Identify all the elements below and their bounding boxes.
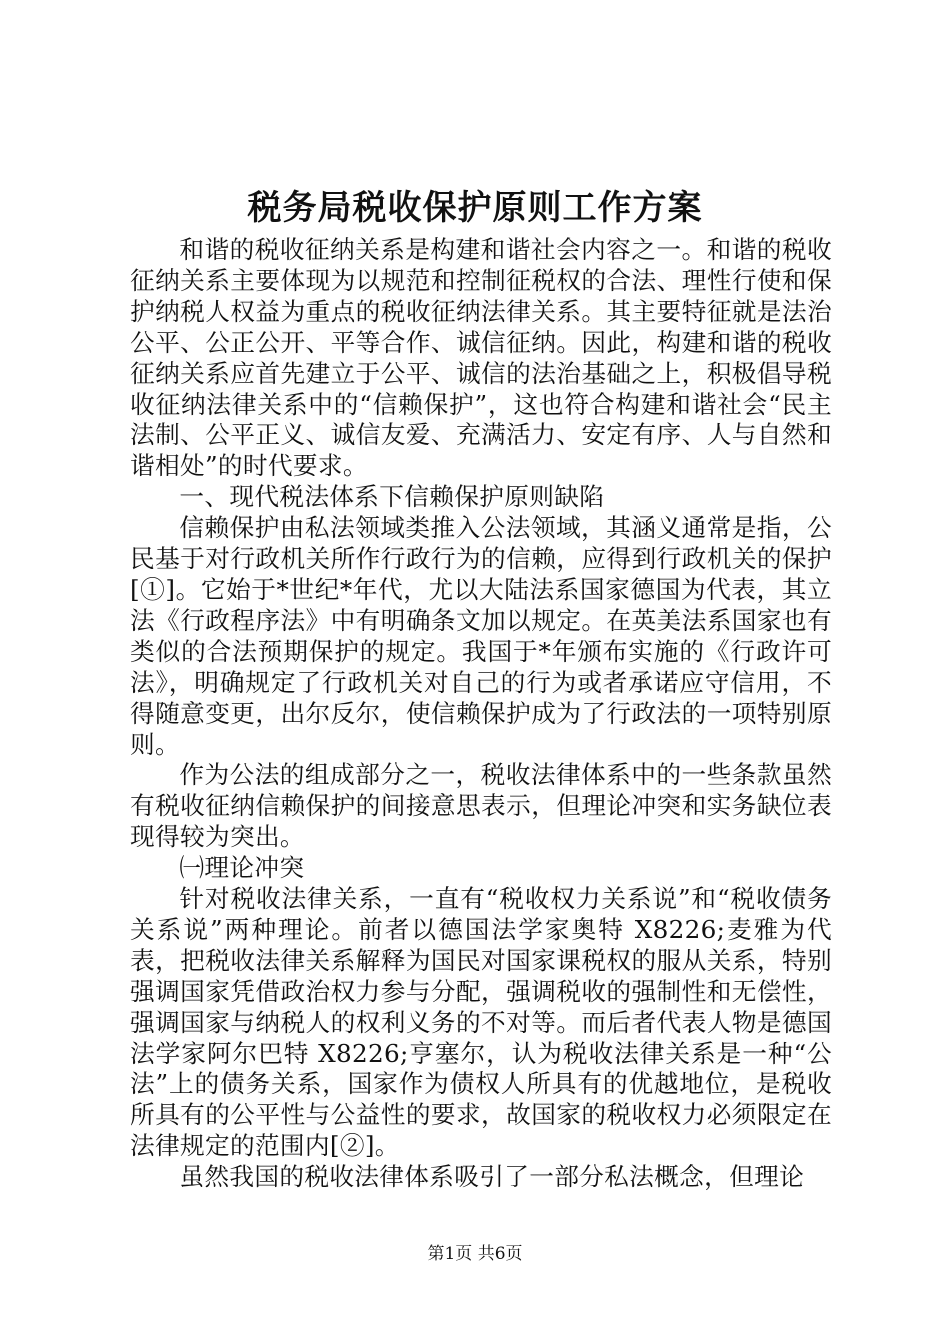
document-title: 税务局税收保护原则工作方案	[247, 188, 703, 228]
paragraph-definition: 信赖保护由私法领域类推入公法领域，其涵义通常是指，公民基于对行政机关所作行政行为的信赖，应得到行政机关的保护[①]。它始于*世纪*年代，尤以大陆法系国家德国为代表，其立法《行政程序法》中有明确条文加以规定。在英美法系国家也有类似的合法预期保护的规定。我国于*年颁布实施的《行政许可法》，明确规定了行政机关对自己的行为或者承诺应守信用，不得随意变更，出尔反尔，使信赖保护成为了行政法的一项特别原则。	[130, 513, 832, 759]
paragraph-intro: 和谐的税收征纳关系是构建和谐社会内容之一。和谐的税收征纳关系主要体现为以规范和控制征税权的合法、理性行使和保护纳税人权益为重点的税收征纳法律关系。其主要特征就是法治公平、公正公开、平等合作、诚信征纳。因此，构建和谐的税收征纳关系应首先建立于公平、诚信的法治基础之上，积极倡导税收征纳法律关系中的“信赖保护”，这也符合构建和谐社会“民主法制、公平正义、诚信友爱、充满活力、安定有序、人与自然和谐相处”的时代要求。	[130, 235, 832, 481]
paragraph-continued: 虽然我国的税收法律体系吸引了一部分私法概念，但理论	[179, 1162, 805, 1192]
section-heading-1: 一、现代税法体系下信赖保护原则缺陷	[179, 482, 605, 512]
subsection-heading-1: ㈠理论冲突	[179, 853, 305, 883]
paragraph-theories: 针对税收法律关系，一直有“税收权力关系说”和“税收债务关系说”两种理论。前者以德国法学家奥特 X8226;麦雅为代表，把税收法律关系解释为国民对国家课税权的服从关系，特别强调国家凭借政治权力参与分配，强调税收的强制性和无偿性，强调国家与纳税人的权利义务的不对等。而后者代表人物是德国法学家阿尔巴特 X8226;亨塞尔，认为税收法律关系是一种“公法”上的债务关系，国家作为债权人所具有的优越地位，是税收所具有的公平性与公益性的要求，故国家的税收权力必须限定在法律规定的范围内[②]。	[130, 884, 832, 1161]
document-body	[130, 235, 832, 1193]
page-footer: 第1页 共6页	[427, 1244, 523, 1264]
paragraph-public-law: 作为公法的组成部分之一，税收法律体系中的一些条款虽然有税收征纳信赖保护的间接意思表示，但理论冲突和实务缺位表现得较为突出。	[130, 760, 832, 852]
